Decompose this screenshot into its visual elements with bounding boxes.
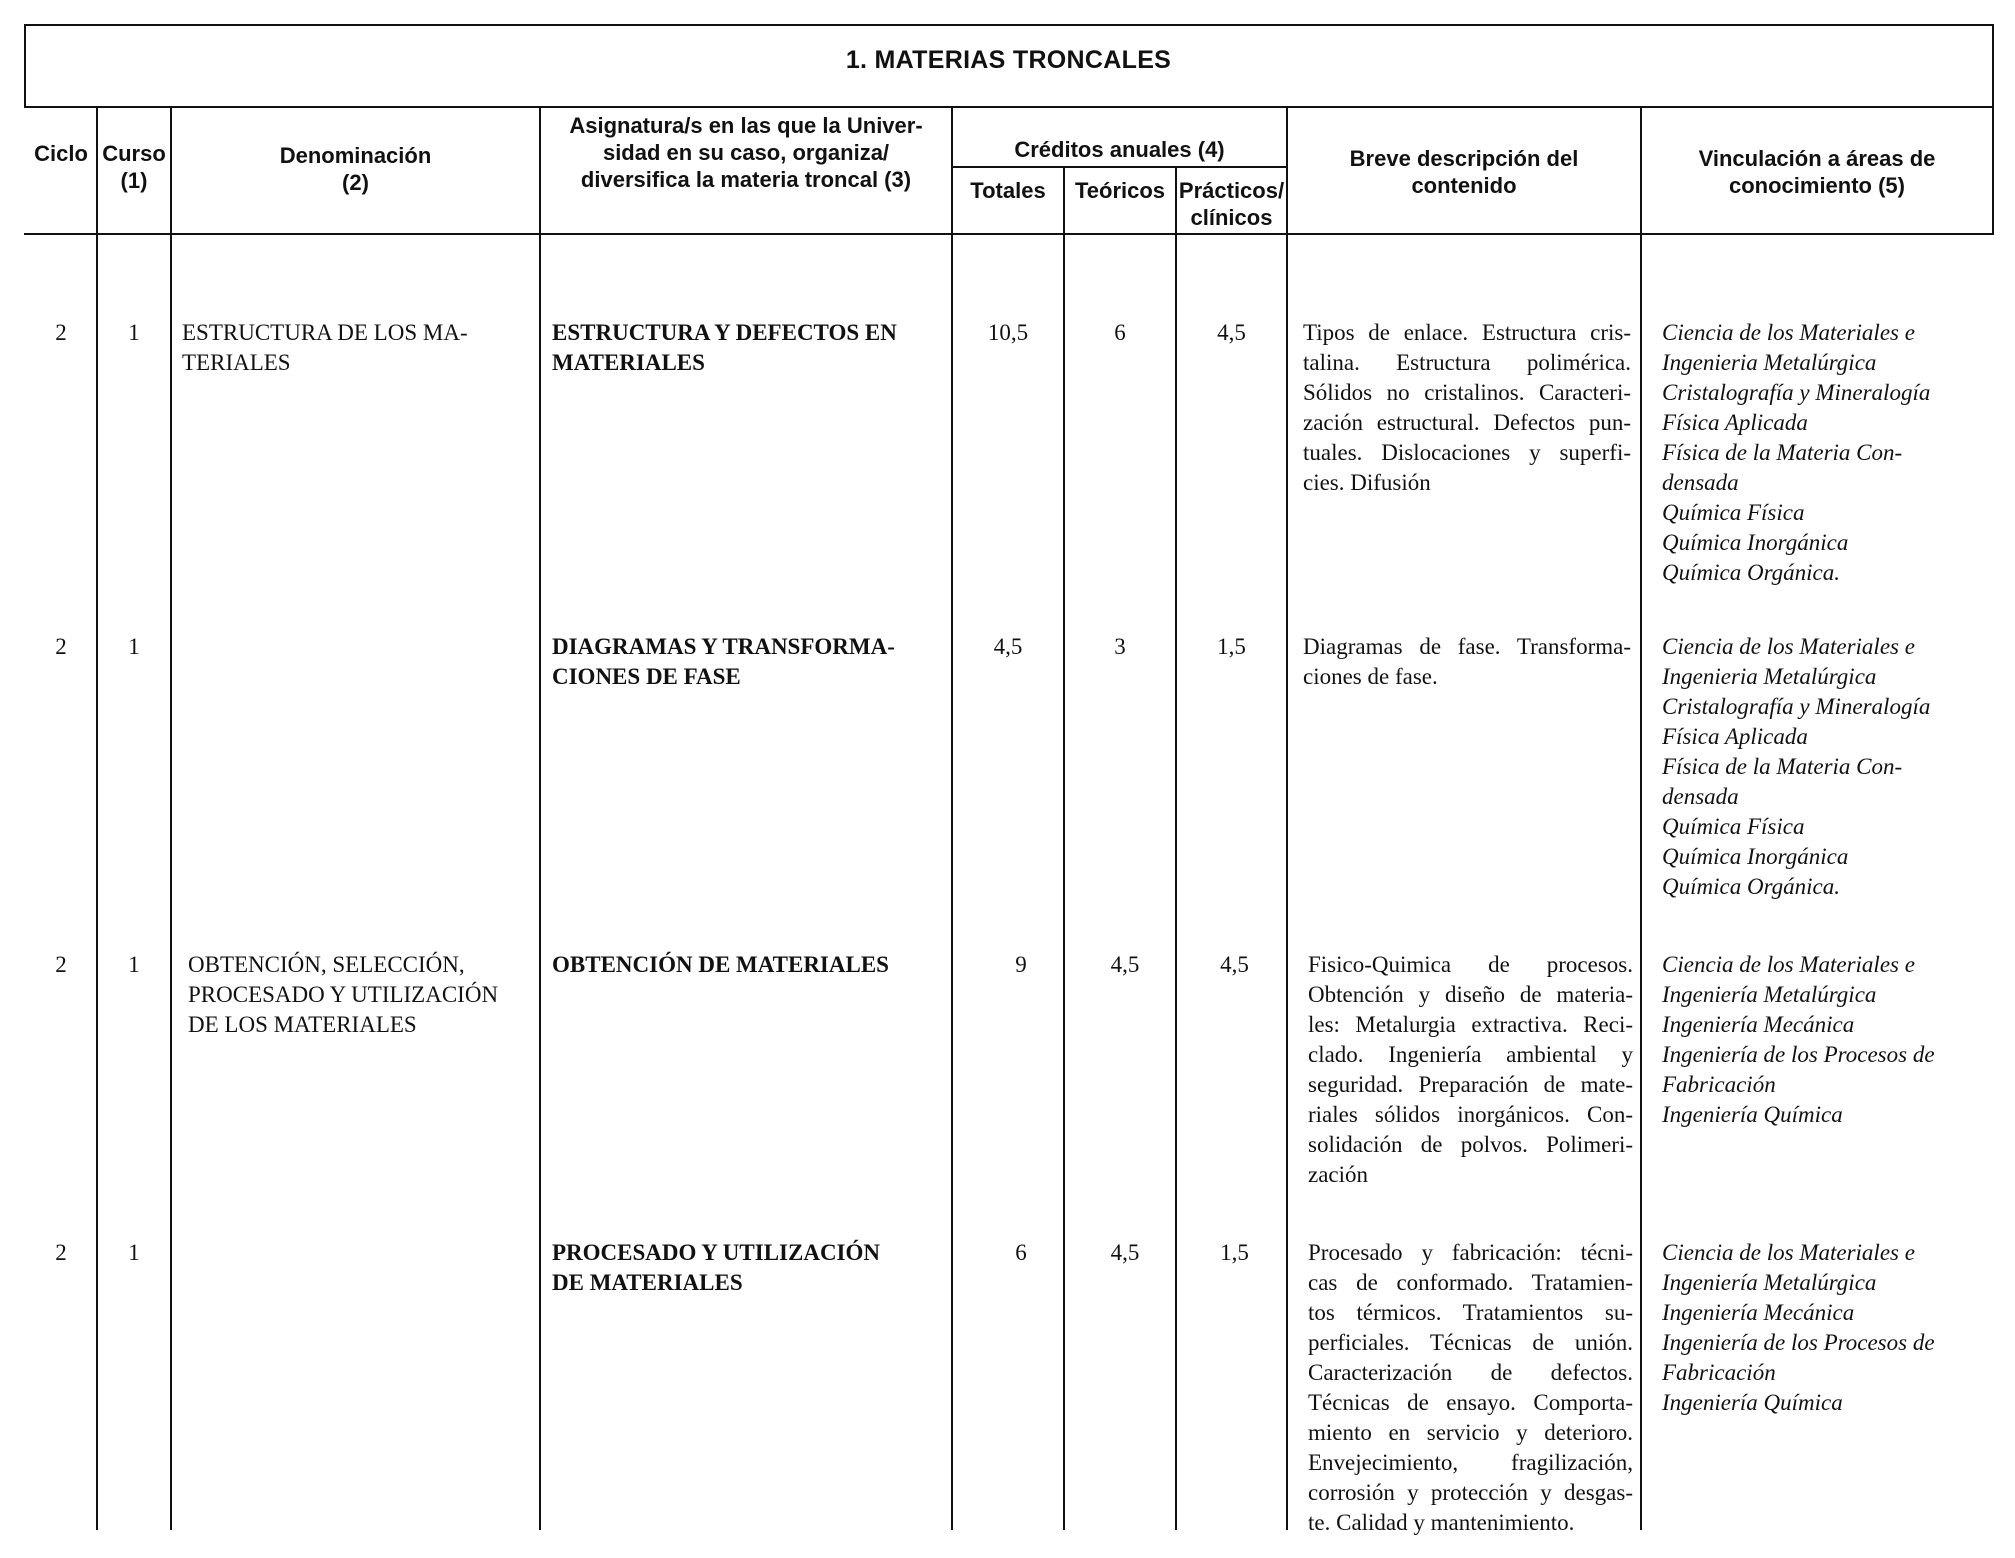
row4-curso: 1	[128, 1240, 140, 1265]
row2-ciclo: 2	[55, 634, 67, 659]
row3-descripcion-line: les: Metalurgia extractiva. Reci-	[1308, 1012, 1633, 1037]
row1-vinculacion-line: Física Aplicada	[1662, 410, 1808, 435]
row3-vinculacion-line: Fabricación	[1662, 1072, 1776, 1097]
row2-vinculacion-line: Física de la Materia Con-	[1662, 754, 1903, 779]
row1-vinculacion-line: Química Orgánica.	[1662, 560, 1841, 585]
table-title: 1. MATERIAS TRONCALES	[845, 46, 1172, 74]
row1-vinculacion-line: Ingenieria Metalúrgica	[1662, 350, 1877, 375]
header-asignatura: Asignatura/s en las que la Univer- sidad en su caso, organiza/ diversifica la materia troncal (3)	[569, 113, 923, 192]
row1-asignatura-line: MATERIALES	[552, 350, 705, 375]
row1-ciclo: 2	[55, 320, 67, 345]
row3-vinculacion-line: Ingeniería Mecánica	[1662, 1012, 1855, 1037]
row3-descripcion-line: solidación de polvos. Polimeri-	[1308, 1132, 1633, 1157]
row3-vinculacion-line: Ciencia de los Materiales e	[1662, 952, 1915, 977]
row4-descripcion-line: tos térmicos. Tratamientos su-	[1308, 1300, 1633, 1325]
row1-teoricos: 6	[1114, 320, 1126, 345]
col-divider-asignatura	[539, 106, 541, 1530]
row4-totales: 6	[1015, 1240, 1027, 1265]
row3-ciclo: 2	[55, 952, 67, 977]
row3-denominacion-line: PROCESADO Y UTILIZACIÓN	[188, 982, 499, 1007]
row1-asignatura	[552, 318, 947, 378]
row3-descripcion-line: riales sólidos inorgánicos. Con-	[1308, 1102, 1633, 1127]
header-creditos: Créditos anuales (4)	[1014, 137, 1225, 162]
row2-descripcion-line: ciones de fase.	[1303, 664, 1438, 689]
row1-vinculacion-line: Química Inorgánica	[1662, 530, 1849, 555]
row2-practicos: 1,5	[1217, 634, 1246, 659]
row2-vinculacion-line: densada	[1662, 784, 1739, 809]
row4-vinculacion-line: Fabricación	[1662, 1360, 1776, 1385]
row3-vinculacion-line: Ingeniería Metalúrgica	[1662, 982, 1877, 1007]
row4-vinculacion-line: Ingeniería Mecánica	[1662, 1300, 1855, 1325]
row2-asignatura	[552, 632, 947, 692]
row2-vinculacion-line: Química Orgánica.	[1662, 874, 1841, 899]
row2-vinculacion-line: Física Aplicada	[1662, 724, 1808, 749]
row4-descripcion-line: cas de conformado. Tratamien-	[1308, 1270, 1633, 1295]
table-right-border	[1992, 24, 1994, 235]
row4-teoricos: 4,5	[1110, 1240, 1140, 1265]
col-divider-vinculacion	[1640, 106, 1642, 1530]
row3-asignatura	[552, 950, 947, 980]
row3-vinculacion-line: Ingeniería Química	[1662, 1102, 1843, 1127]
creditos-sub-border	[951, 166, 1288, 168]
row3-denominacion-line: DE LOS MATERIALES	[188, 1012, 417, 1037]
row1-totales: 10,5	[987, 320, 1029, 345]
col-divider-practicos	[1175, 166, 1177, 1530]
row1-asignatura-line: ESTRUCTURA Y DEFECTOS EN	[552, 320, 897, 345]
row1-descripcion-line: talina. Estructura polimérica.	[1303, 350, 1631, 375]
header-bottom-border	[24, 233, 1994, 235]
header-curso: Curso (1)	[102, 141, 166, 193]
row4-descripcion-line: Técnicas de ensayo. Comporta-	[1308, 1390, 1633, 1415]
row2-descripcion-line: Diagramas de fase. Transforma-	[1303, 634, 1631, 659]
header-vinculacion: Vinculación a áreas de conocimiento (5)	[1698, 146, 1936, 198]
col-divider-denominacion	[170, 106, 172, 1530]
header-ciclo: Ciclo	[34, 141, 88, 166]
row1-vinculacion-line: Química Física	[1662, 500, 1805, 525]
row4-vinculacion-line: Ingeniería de los Procesos de	[1662, 1330, 1935, 1355]
row4-descripcion-line: te. Calidad y mantenimiento.	[1308, 1510, 1575, 1535]
row4-vinculacion-line: Ingeniería Metalúrgica	[1662, 1270, 1877, 1295]
row2-asignatura-line: CIONES DE FASE	[552, 664, 741, 689]
row3-descripcion	[1308, 950, 1633, 1190]
row3-curso: 1	[128, 952, 140, 977]
table-top-border	[24, 24, 1994, 26]
col-divider-descripcion	[1286, 106, 1288, 1530]
row3-totales: 9	[1015, 952, 1027, 977]
row4-descripcion-line: miento en servicio y deterioro.	[1308, 1420, 1633, 1445]
row1-descripcion-line: cies. Difusión	[1303, 470, 1431, 495]
row4-descripcion-line: Caracterización de defectos.	[1308, 1360, 1633, 1385]
row4-vinculacion-line: Ciencia de los Materiales e	[1662, 1240, 1915, 1265]
row1-vinculacion-line: Física de la Materia Con-	[1662, 440, 1903, 465]
row1-practicos: 4,5	[1217, 320, 1246, 345]
row4-practicos: 1,5	[1220, 1240, 1249, 1265]
row3-descripcion-line: seguridad. Preparación de mate-	[1308, 1072, 1633, 1097]
row4-asignatura	[552, 1238, 947, 1298]
row4-asignatura-line: DE MATERIALES	[552, 1270, 743, 1295]
row1-denominacion-line: TERIALES	[182, 350, 291, 375]
row4-descripcion-line: corrosión y protección y desgas-	[1308, 1480, 1633, 1505]
row2-vinculacion-line: Cristalografía y Mineralogía	[1662, 694, 1931, 719]
row2-descripcion	[1303, 632, 1631, 692]
row2-vinculacion-line: Ingenieria Metalúrgica	[1662, 664, 1877, 689]
row2-vinculacion	[1662, 632, 1990, 902]
header-totales: Totales	[970, 178, 1046, 203]
row3-denominacion	[188, 950, 538, 1040]
title-bottom-border	[24, 106, 1994, 108]
row4-vinculacion-line: Ingeniería Química	[1662, 1390, 1843, 1415]
row2-vinculacion-line: Ciencia de los Materiales e	[1662, 634, 1915, 659]
row4-asignatura-line: PROCESADO Y UTILIZACIÓN	[552, 1240, 881, 1265]
row3-asignatura-line: OBTENCIÓN DE MATERIALES	[552, 952, 889, 977]
header-practicos: Prácticos/ clínicos	[1178, 178, 1285, 230]
row1-vinculacion	[1662, 318, 1990, 588]
row3-descripcion-line: Obtención y diseño de materia-	[1308, 982, 1633, 1007]
row4-descripcion-line: Procesado y fabricación: técni-	[1308, 1240, 1633, 1265]
row3-teoricos: 4,5	[1110, 952, 1140, 977]
row1-descripcion	[1303, 318, 1631, 498]
row3-practicos: 4,5	[1220, 952, 1249, 977]
row3-descripcion-line: zación	[1308, 1162, 1369, 1187]
row1-descripcion-line: tuales. Dislocaciones y superfi-	[1303, 440, 1631, 465]
row3-denominacion-line: OBTENCIÓN, SELECCIÓN,	[188, 952, 465, 977]
row4-vinculacion	[1662, 1238, 1990, 1418]
row1-descripcion-line: Tipos de enlace. Estructura cris-	[1303, 320, 1631, 345]
row1-vinculacion-line: Cristalografía y Mineralogía	[1662, 380, 1931, 405]
row1-descripcion-line: zación estructural. Defectos pun-	[1303, 410, 1631, 435]
row3-descripcion-line: clado. Ingeniería ambiental y	[1308, 1042, 1633, 1067]
header-descripcion: Breve descripción del contenido	[1349, 146, 1579, 198]
row1-curso: 1	[128, 320, 140, 345]
row2-teoricos: 3	[1114, 634, 1126, 659]
row4-ciclo: 2	[55, 1240, 67, 1265]
row2-vinculacion-line: Química Inorgánica	[1662, 844, 1849, 869]
row3-descripcion-line: Fisico-Quimica de procesos.	[1308, 952, 1633, 977]
row1-descripcion-line: Sólidos no cristalinos. Caracteri-	[1303, 380, 1631, 405]
row1-vinculacion-line: densada	[1662, 470, 1739, 495]
row4-descripcion-line: Envejecimiento, fragilización,	[1308, 1450, 1633, 1475]
row4-descripcion	[1308, 1238, 1633, 1538]
row2-curso: 1	[128, 634, 140, 659]
row4-descripcion-line: perficiales. Técnicas de unión.	[1308, 1330, 1633, 1355]
row1-denominacion-line: ESTRUCTURA DE LOS MA-	[182, 320, 468, 345]
row1-denominacion	[182, 318, 532, 378]
row1-vinculacion-line: Ciencia de los Materiales e	[1662, 320, 1915, 345]
header-teoricos: Teóricos	[1074, 178, 1166, 203]
row2-totales: 4,5	[993, 634, 1023, 659]
row3-vinculacion-line: Ingeniería de los Procesos de	[1662, 1042, 1935, 1067]
row2-vinculacion-line: Química Física	[1662, 814, 1805, 839]
row2-asignatura-line: DIAGRAMAS Y TRANSFORMA-	[552, 634, 895, 659]
header-denominacion: Denominación (2)	[279, 143, 432, 195]
col-divider-teoricos	[1063, 166, 1065, 1530]
row3-vinculacion	[1662, 950, 1990, 1130]
